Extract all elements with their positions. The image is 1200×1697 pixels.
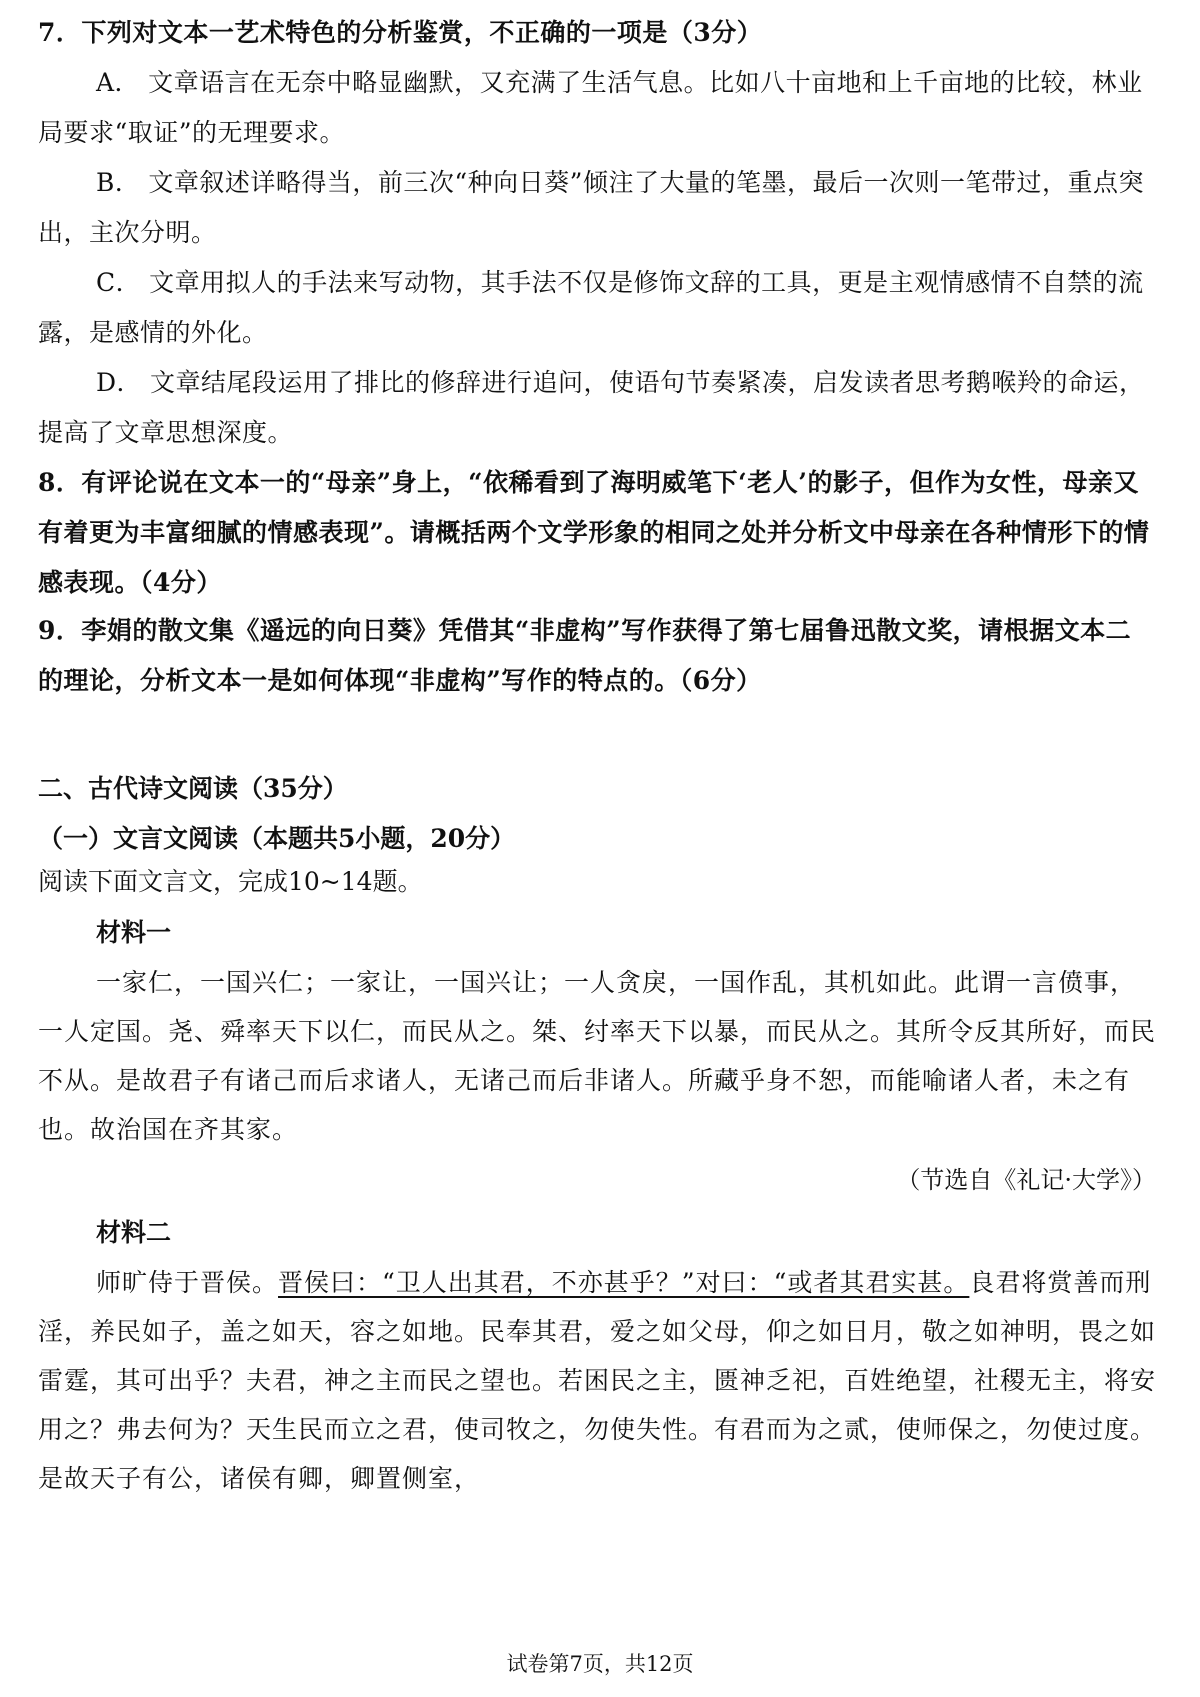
question-8-stem: 8．有评论说在文本一的“母亲”身上，“依稀看到了海明威笔下‘老人’的影子，但作为女性，母亲又有着更为丰富细腻的情感表现”。请概括两个文学形象的相同之处并分析文中母亲在各种情形下的情感表现。（4分） bbox=[38, 468, 1150, 597]
page-footer: 试卷第7页，共12页 bbox=[506, 1652, 694, 1676]
material-1-text: 一家仁，一国兴仁；一家让，一国兴让；一人贪戾，一国作乱，其机如此。此谓一言偾事，一人定国。尧、舜率天下以仁，而民从之。桀、纣率天下以暴，而民从之。其所令反其所好，而民不从。是故君子有诸己而后求诸人，无诸己而后非诸人。所藏乎身不恕，而能喻诸人者，未之有也。故治国在齐其家。 bbox=[38, 968, 1157, 1144]
question-7-option-a bbox=[38, 58, 1156, 158]
question-7-option-b bbox=[38, 158, 1156, 258]
material-2-text-lead: 师旷侍于晋侯。 bbox=[96, 1268, 279, 1297]
option-text: 文章叙述详略得当，前三次“种向日葵”倾注了大量的笔墨，最后一次则一笔带过，重点突出，主次分明。 bbox=[38, 168, 1144, 247]
material-2-title: 材料二 bbox=[96, 1218, 172, 1247]
question-7-option-c bbox=[38, 258, 1156, 358]
option-label: A． bbox=[96, 68, 141, 97]
question-7-option-d bbox=[38, 358, 1156, 458]
reading-instruction: 阅读下面文言文，完成10~14题。 bbox=[38, 867, 423, 896]
section-2-title: 二、古代诗文阅读（35分） bbox=[38, 774, 348, 803]
option-label: B． bbox=[96, 168, 141, 197]
option-text: 文章结尾段运用了排比的修辞进行追问，使语句节奏紧凑，启发读者思考鹅喉羚的命运，提高了文章思想深度。 bbox=[38, 368, 1145, 447]
question-7-stem: 7．下列对文本一艺术特色的分析鉴赏，不正确的一项是（3分） bbox=[38, 18, 763, 47]
option-text: 文章语言在无奈中略显幽默，又充满了生活气息。比如八十亩地和上千亩地的比较，林业局要求“取证”的无理要求。 bbox=[38, 68, 1143, 147]
option-label: D． bbox=[96, 368, 143, 397]
material-2-text-rest: 良君将赏善而刑淫，养民如子，盖之如天，容之如地。民奉其君，爱之如父母，仰之如日月，敬之如神明，畏之如雷霆，其可出乎？夫君，神之主而民之望也。若困民之主，匮神乏祀，百姓绝望，社稷无主，将安用之？弗去何为？天生民而立之君，使司牧之，勿使失性。有君而为之贰，使师保之，勿使过度。是故天子有公，诸侯有卿，卿置侧室， bbox=[38, 1268, 1157, 1493]
option-label: C． bbox=[96, 268, 142, 297]
material-1-source: （节选自《礼记·大学》） bbox=[896, 1166, 1156, 1194]
material-1-title: 材料一 bbox=[96, 918, 172, 947]
question-9-stem: 9．李娟的散文集《遥远的向日葵》凭借其“非虚构”写作获得了第七届鲁迅散文奖，请根据文本二的理论，分析文本一是如何体现“非虚构”写作的特点的。（6分） bbox=[38, 616, 1132, 695]
material-2-underlined-sentence: 晋侯曰：“卫人出其君，不亦甚乎？”对曰：“或者其君实甚。 bbox=[278, 1268, 970, 1297]
material-2-text bbox=[38, 1258, 1156, 1503]
option-text: 文章用拟人的手法来写动物，其手法不仅是修饰文辞的工具，更是主观情感情不自禁的流露，是感情的外化。 bbox=[38, 268, 1144, 347]
section-2-subtitle: （一）文言文阅读（本题共5小题，20分） bbox=[38, 824, 516, 853]
